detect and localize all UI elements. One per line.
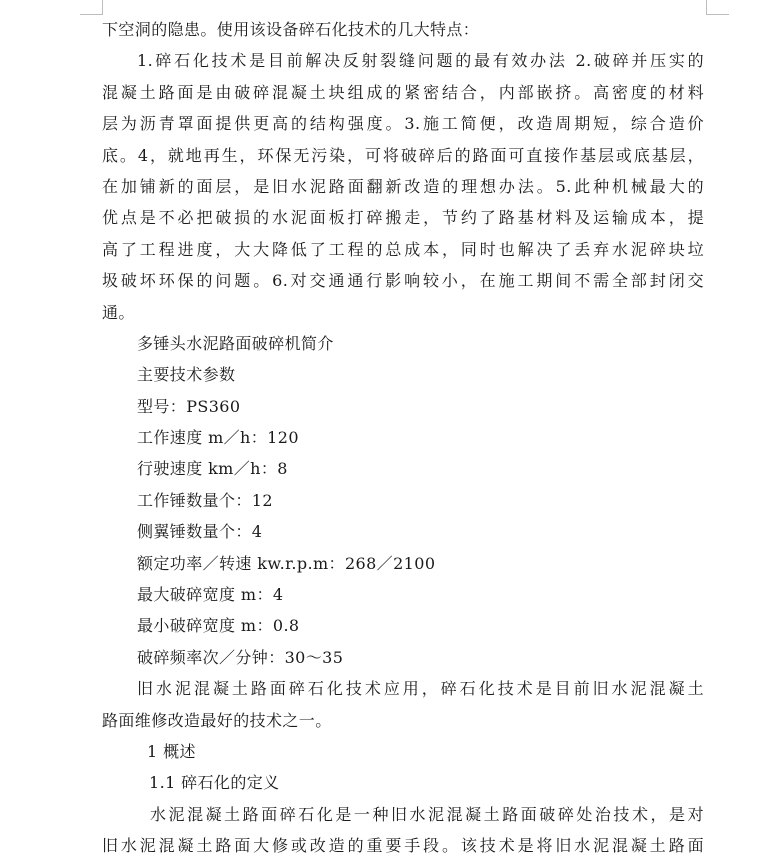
document-line: 层为沥青罩面提供更高的结构强度。3.施工简便，改造周期短，综合造价	[102, 114, 704, 134]
document-line: 通。	[102, 302, 135, 322]
document-line: 行驶速度 km／h：8	[137, 459, 288, 479]
page-corner-mark-left	[80, 0, 103, 15]
document-line: 高了工程进度，大大降低了工程的总成本，同时也解决了丢弃水泥碎块垃	[102, 239, 704, 259]
document-line: 1.碎石化技术是目前解决反射裂缝问题的最有效办法 2.破碎并压实的	[137, 51, 704, 71]
document-line: 水泥混凝土路面碎石化是一种旧水泥混凝土路面破碎处治技术，是对	[150, 804, 704, 824]
document-line: 工作锤数量个：12	[137, 490, 273, 510]
document-line: 最大破碎宽度 m：4	[137, 585, 284, 605]
document-line: 侧翼锤数量个：4	[137, 522, 263, 542]
document-page-body	[102, 14, 704, 862]
document-line: 1 概述	[147, 741, 196, 761]
document-line: 1.1 碎石化的定义	[149, 773, 280, 793]
page-corner-mark-right	[706, 0, 729, 15]
document-line: 工作速度 m／h：120	[137, 428, 299, 448]
document-line: 主要技术参数	[137, 365, 236, 385]
document-line: 多锤头水泥路面破碎机简介	[137, 333, 334, 353]
document-line: 圾破坏环保的问题。6.对交通通行影响较小，在施工期间不需全部封闭交	[102, 271, 704, 291]
document-line: 旧水泥混凝土路面碎石化技术应用，碎石化技术是目前旧水泥混凝土	[137, 679, 704, 699]
document-line: 下空洞的隐患。使用该设备碎石化技术的几大特点：	[102, 20, 480, 39]
document-line: 额定功率／转速 kw.r.p.m：268／2100	[137, 553, 436, 573]
document-line: 破碎频率次／分钟：30～35	[137, 647, 344, 667]
document-line: 在加铺新的面层，是旧水泥路面翻新改造的理想办法。5.此种机械最大的	[102, 176, 704, 196]
document-line: 型号：PS360	[137, 396, 241, 416]
document-line: 底。4，就地再生，环保无污染，可将破碎后的路面可直接作基层或底基层，	[102, 145, 704, 165]
document-line: 混凝土路面是由破碎混凝土块组成的紧密结合，内部嵌挤。高密度的材料	[102, 82, 704, 102]
document-line: 路面维修改造最好的技术之一。	[102, 710, 332, 730]
document-line: 旧水泥混凝土路面大修或改造的重要手段。该技术是将旧水泥混凝土路面	[102, 836, 704, 856]
document-line: 最小破碎宽度 m：0.8	[137, 616, 300, 636]
document-line: 优点是不必把破损的水泥面板打碎搬走，节约了路基材料及运输成本，提	[102, 208, 704, 228]
